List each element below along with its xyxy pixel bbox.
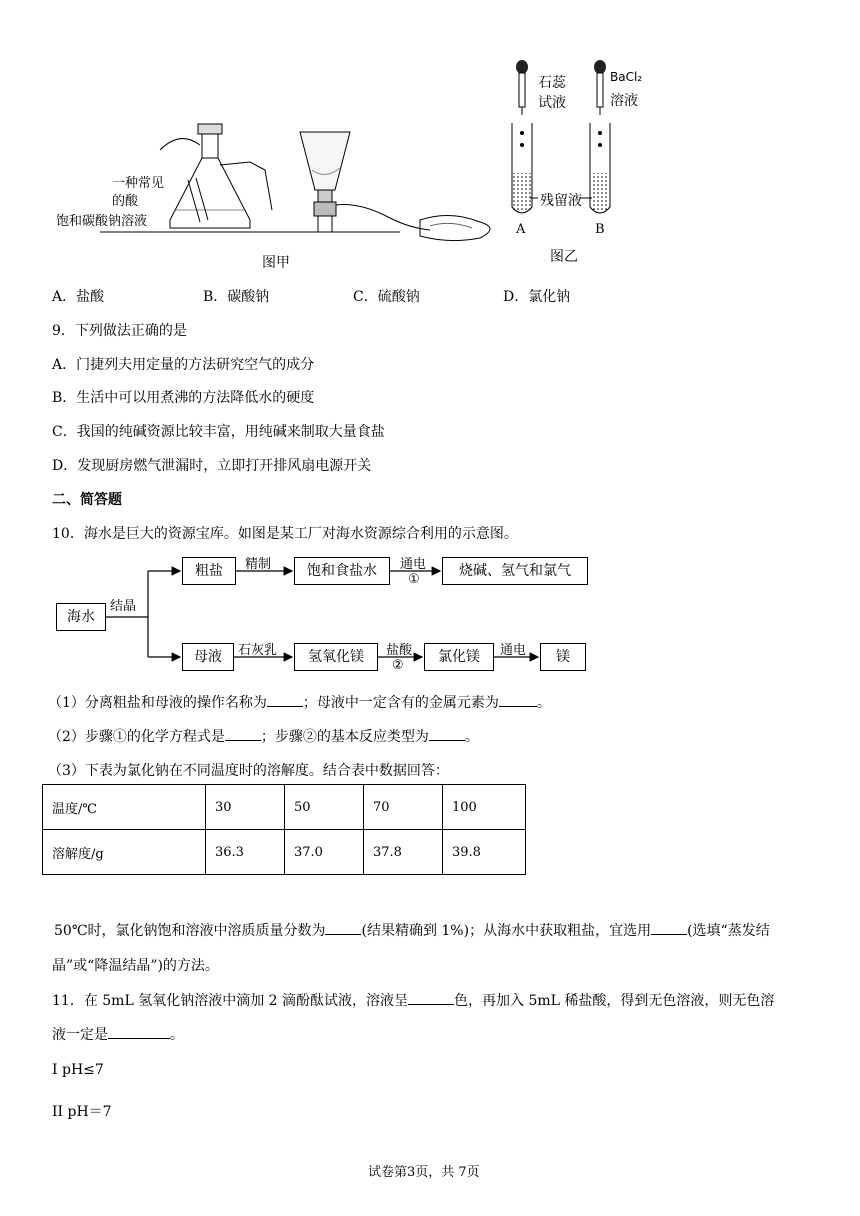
q11-text-c: 液一定是 (52, 1027, 108, 1043)
answer-blank[interactable] (267, 694, 303, 707)
table-row (43, 830, 526, 875)
answer-blank[interactable] (408, 992, 454, 1005)
q10-sub2-text-c: 。 (464, 729, 479, 745)
flow-mother-liquor: 母液 (182, 643, 234, 671)
table-cell: 温度/℃ (43, 785, 206, 830)
flow-step-1: ① (408, 572, 420, 587)
caption-jia: 图甲 (262, 255, 290, 271)
flow-crystallize: 结晶 (110, 599, 137, 614)
label-acid-line2: 的酸 (112, 194, 139, 209)
flow-electrolysis-2: 通电 (500, 643, 527, 658)
q9-option-b: B．生活中可以用煮沸的方法降低水的硬度 (52, 390, 315, 406)
answer-blank[interactable] (225, 728, 261, 741)
flow-hcl: 盐酸 (386, 643, 413, 658)
q9-option-a: A．门捷列夫用定量的方法研究空气的成分 (52, 357, 315, 373)
q11-line1 (52, 990, 774, 1010)
flow-lime-milk: 石灰乳 (238, 643, 278, 658)
answer-blank[interactable] (499, 694, 537, 707)
table-cell: 50 (285, 785, 364, 830)
table-cell: 30 (206, 785, 285, 830)
label-litmus-1: 石蕊 (538, 75, 566, 91)
table-cell: 39.8 (443, 830, 526, 875)
q8-option-b: B．碳酸钠 (203, 289, 270, 305)
q10-sub1-text-a: （1）分离粗盐和母液的操作名称为 (48, 695, 267, 711)
flow-mg-hydroxide: 氢氧化镁 (294, 643, 378, 671)
label-litmus-2: 试液 (538, 95, 566, 111)
flow-products-1: 烧碱、氢气和氯气 (442, 557, 588, 585)
flow-crude-salt: 粗盐 (182, 557, 236, 585)
flow-electrolysis-1: 通电 (400, 557, 427, 572)
q10-sub3: （3）下表为氯化钠在不同温度时的溶解度。结合表中数据回答： (48, 763, 449, 779)
q10-sub1-text-b: ；母液中一定含有的金属元素为 (302, 695, 499, 711)
flow-step-2: ② (392, 658, 404, 673)
q10-stem: 10．海水是巨大的资源宝库。如图是某工厂对海水资源综合利用的示意图。 (52, 526, 518, 542)
flow-refine: 精制 (245, 557, 272, 572)
q10-sub2-text-b: ；步骤②的基本反应类型为 (260, 729, 429, 745)
answer-blank[interactable] (325, 922, 361, 935)
q10-sub1 (48, 692, 551, 712)
q9-option-d: D．发现厨房燃气泄漏时，立即打开排风扇电源开关 (52, 458, 372, 474)
q9-stem: 9．下列做法正确的是 (52, 323, 187, 339)
flow-seawater: 海水 (56, 603, 106, 631)
answer-blank[interactable] (651, 922, 687, 935)
flow-magnesium: 镁 (540, 643, 586, 671)
solubility-table (42, 784, 526, 875)
label-bacl2: BaCl₂ (610, 70, 643, 84)
q11-line2 (52, 1024, 184, 1044)
label-tube-a: A (516, 222, 526, 237)
q10-after-text-c: (选填“蒸发结 (687, 923, 770, 939)
table-row (43, 785, 526, 830)
q8-option-a: A．盐酸 (52, 289, 105, 305)
q10-sub2 (48, 726, 479, 746)
table-cell: 70 (364, 785, 443, 830)
q8-option-c: C．硫酸钠 (353, 289, 420, 305)
flow-brine: 饱和食盐水 (294, 557, 390, 585)
flow-mg-chloride: 氯化镁 (424, 643, 494, 671)
q11-option-2: II pH＝7 (52, 1104, 112, 1120)
table-cell: 100 (443, 785, 526, 830)
section-title: 二、简答题 (52, 492, 122, 508)
table-cell: 37.0 (285, 830, 364, 875)
page-footer: 试卷第3页，共 7页 (368, 1165, 480, 1180)
answer-blank[interactable] (108, 1026, 170, 1039)
q10-after-text-b: (结果精确到 1%)；从海水中获取粗盐，宜选用 (361, 923, 652, 939)
label-residue: 残留液 (540, 193, 582, 209)
q11-text-b: 色，再加入 5mL 稀盐酸，得到无色溶液，则无色溶 (454, 993, 775, 1009)
q11-text-a: 11．在 5mL 氢氧化钠溶液中滴加 2 滴酚酞试液，溶液呈 (52, 993, 409, 1009)
answer-blank[interactable] (429, 728, 465, 741)
q10-after-text-a: 50℃时，氯化钠饱和溶液中溶质质量分数为 (54, 923, 326, 939)
q10-sub1-text-c: 。 (536, 695, 551, 711)
q10-after (54, 920, 770, 940)
table-cell: 溶解度/g (43, 830, 206, 875)
table-cell: 36.3 (206, 830, 285, 875)
q9-option-c: C．我国的纯碱资源比较丰富，用纯碱来制取大量食盐 (52, 424, 385, 440)
label-tube-b: B (595, 222, 605, 237)
q11-option-1: I pH≤7 (52, 1062, 104, 1078)
q10-after-line2: 晶”或“降温结晶”)的方法。 (52, 958, 219, 974)
label-acid-line1: 一种常见 (112, 176, 165, 191)
label-carbonate: 饱和碳酸钠溶液 (56, 214, 148, 229)
q8-option-d: D．氯化钠 (503, 289, 571, 305)
label-bacl2-2: 溶液 (610, 93, 638, 109)
q11-text-d: 。 (170, 1027, 184, 1043)
caption-yi: 图乙 (550, 249, 578, 265)
table-cell: 37.8 (364, 830, 443, 875)
q10-sub2-text-a: （2）步骤①的化学方程式是 (48, 729, 225, 745)
